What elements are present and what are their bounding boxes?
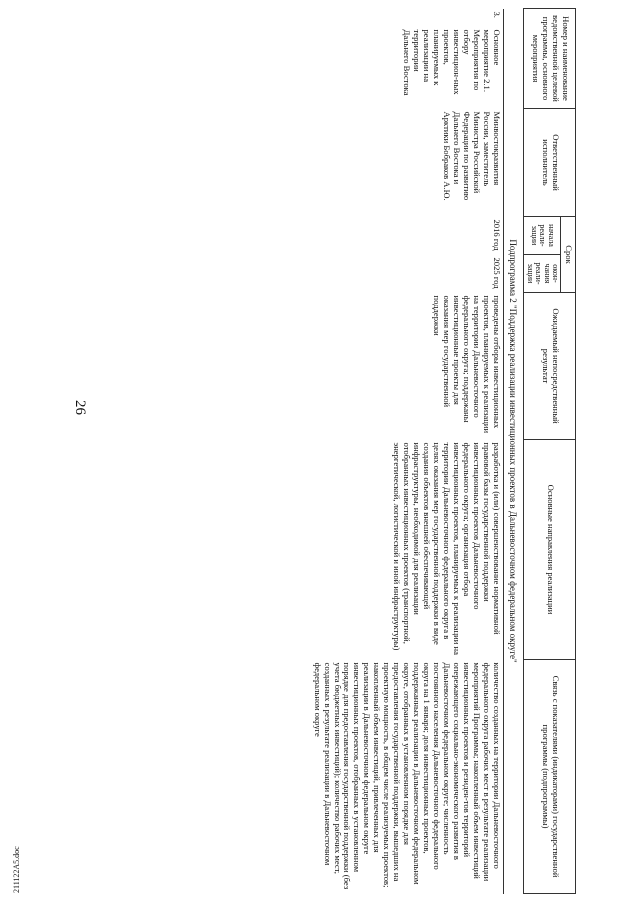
subprogram-title: Подпрограмма 2 "Поддержка реализации инвестиционных проектов в Дальневосточном федеральном округе" xyxy=(508,239,519,663)
row-number: 3. xyxy=(310,9,504,27)
header-term: Срок xyxy=(561,217,576,293)
header-directions: Основные направления реализации xyxy=(524,440,576,660)
cell-end-year: 2025 год xyxy=(310,255,504,293)
cell-measure: Основное мероприятие 2.1. Мероприятия по отбору инвестицион-ных проектов, планируемых к реализации на территории Дальнего Востока xyxy=(310,27,504,109)
header-term-start: начала реали-зации xyxy=(524,217,561,255)
cell-link: количество созданных на территории Дальневосточного федерального округа рабочих мест в результате реализации мероприятий Программы; накопленный объем инвестиций инвестиционных проектов и резиден-тов территорий опережающего социально-экономического развития в Дальневосточном федеральном округе; численность постоянного населения Дальневосточного федерального округа на 1 января; доля инвестиционных проектов, поддержанных реализации в Дальневосточном федеральном округе, отобранных в установленном порядке для предоставления государственной поддержки, вышедших на проектную мощность, в общем числе реализуемых проектов; накопленный объем инвестиций, привлеченных для реализации в Дальневосточном федеральном округе инвестиционных проектов, отобранных в установленном порядке для предоставления государственной поддержки (без учета бюджетных инвестиций); количество рабочих мест, созданных в результате реализации в Дальневосточном федеральном округе xyxy=(310,660,504,894)
header-measure: Номер и наименование ведомственной целевой программы, основного мероприятия xyxy=(524,9,576,109)
file-name: 211122A5.doc xyxy=(12,846,21,893)
cell-start-year: 2016 год xyxy=(310,217,504,255)
page-number: 26 xyxy=(72,400,88,415)
header-link: Связь с показателями (индикаторами) государственной программы (подпрограммы) xyxy=(524,660,576,894)
header-executor: Ответственный исполнитель xyxy=(524,109,576,217)
header-term-end: окон-чания реали-зации xyxy=(524,255,561,293)
cell-expected-result: проведены отборы инвестиционных проектов, планируемых к реализации на территории Дальневосточного федерального округа; поддержаны инвестиционные проекты для оказания мер государственной поддержки xyxy=(310,293,504,440)
cell-executor: Минвостокразвития России, заместитель Министра Российской Федерации по развитию Дальнего Востока и Арктики Бобраков А.Ю. xyxy=(310,109,504,217)
program-table xyxy=(310,8,576,894)
header-expected-result: Ожидаемый непосредственный результат xyxy=(524,293,576,440)
cell-directions: разработка и (или) совершенствование нормативной правовой базы государственной поддержки инвестиционных проектов Дальневосточного федерального округа; организация отбора инвестиционных проектов, планируемых к реализации на территории Дальневосточного федерального округа в целях оказания мер государственной поддержки в виде создания объектов внешней обеспечивающей инфраструктуры, необходимой для реализации отобранных инвестиционных проектов (транспортной, энергетической, логистической и иной инфраструктуры) xyxy=(310,440,504,660)
table-row xyxy=(310,9,504,894)
